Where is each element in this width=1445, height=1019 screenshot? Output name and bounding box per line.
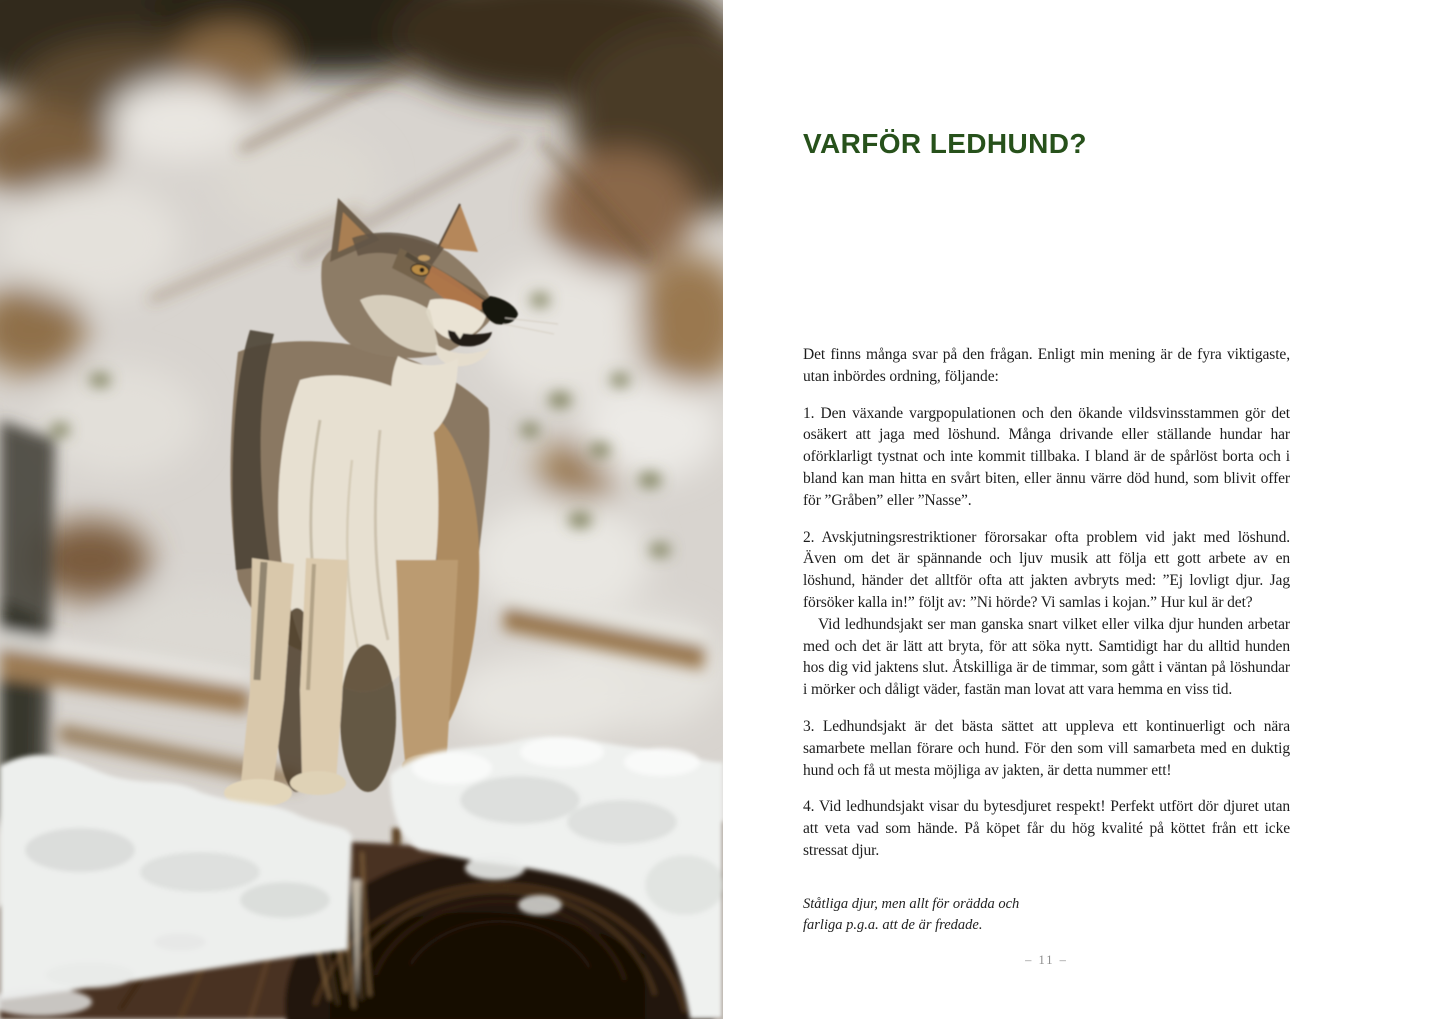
paragraph-2-continued: Vid ledhundsjakt ser man ganska snart vilket eller vilka djur hunden arbetar med och det är lätt att bryta, för att söka nytt. Samtidigt har du alltid hunden hos dig vid jaktens slut. Åtskilliga är de timmar, som gått i väntan på löshundar i mörker och dåligt väder, fastän man lovat att vara hemma en viss tid. [803, 615, 1290, 699]
paragraph-intro: Det finns många svar på den frågan. Enligt min mening är de fyra viktigaste, utan inbördes ordning, följande: [803, 346, 1290, 385]
paragraph-1: 1. Den växande vargpopulationen och den ökande vildsvinsstammen gör det osäkert att jaga med löshund. Många drivande eller ställande hundar har oförklarligt tystnat och inte kommit tillbaka. I bland är de spårlöst borta och i bland kan man hitta en svårt biten, eller ännu värre död hund, som blivit offer för ”Gråben” eller ”Nasse”. [803, 404, 1290, 509]
article-heading: VARFÖR LEDHUND? [803, 128, 1087, 159]
right-page [723, 0, 1445, 1019]
article-body [803, 344, 1290, 862]
paragraph-3: 3. Ledhundsjakt är det bästa sättet att uppleva ett kontinuerligt och nära samarbete mellan förare och hund. För den som vill samarbeta med en duktig hund och få ut mesta möjliga av jakten, är detta nummer ett! [803, 717, 1290, 779]
paragraph-2: 2. Avskjutningsrestriktioner förorsakar ofta problem vid jakt med löshund. Även om det är spännande och ljuv musik att följa ett gott arbete av en löshund, händer det alltför ofta att jakten avbryts med: ”Ej lovligt djur. Jag försöker kalla in!” följt av: ”Ni hörde? Vi samlas i kojan.” Hur kul är det? [803, 528, 1290, 611]
page-number: – 11 – [1025, 953, 1068, 967]
photo-caption: Ståtliga djur, men allt för orädda och farliga p.g.a. att de är fredade. [803, 896, 1020, 933]
paragraph-4: 4. Vid ledhundsjakt visar du bytesdjuret respekt! Perfekt utfört dör djuret utan att veta vad som hände. På köpet får du hög kvalité på köttet från ett icke stressat djur. [803, 798, 1290, 859]
